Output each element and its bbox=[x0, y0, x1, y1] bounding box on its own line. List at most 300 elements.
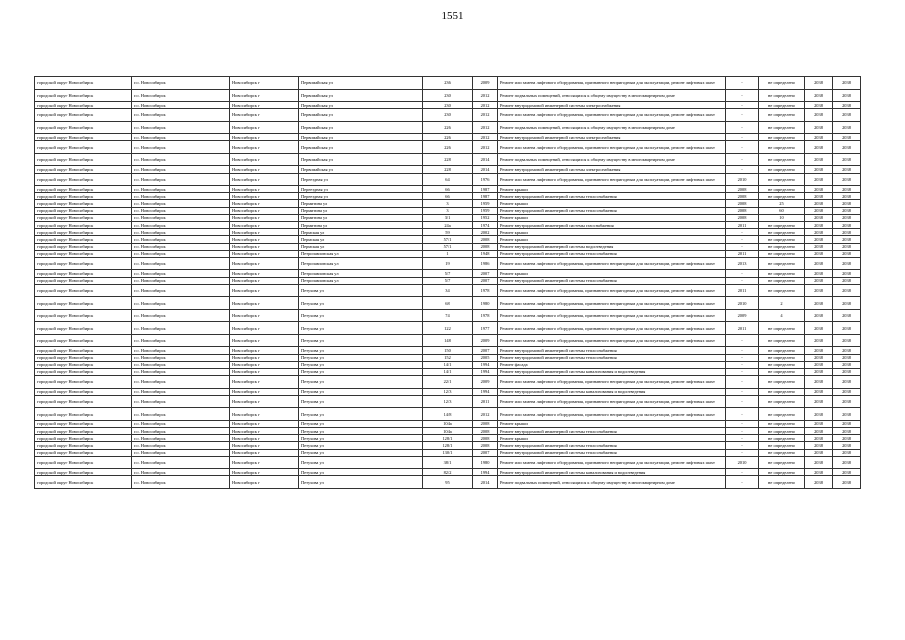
municipality-cell: городской округ Новосибирск bbox=[35, 109, 132, 122]
work-type-cell: Ремонт фасада bbox=[498, 361, 726, 368]
wear-cell: не определено bbox=[759, 427, 805, 434]
work-type-cell: Ремонт внутридомовой инженерной системы газоснабжения bbox=[498, 222, 726, 229]
last-repair-year-cell: 2010 bbox=[726, 297, 759, 310]
municipality-cell: городской округ Новосибирск bbox=[35, 134, 132, 141]
street-cell: Петухова ул bbox=[299, 354, 423, 361]
settlement-cell: Новосибирск г bbox=[230, 200, 299, 207]
street-cell: Пермская ул bbox=[299, 236, 423, 243]
plan-start-cell: 2038 bbox=[805, 408, 833, 421]
municipality-cell: городской округ Новосибирск bbox=[35, 121, 132, 134]
house-number-cell: 1 bbox=[423, 250, 473, 257]
house-number-cell: 14/1 bbox=[423, 361, 473, 368]
municipality-cell: городской округ Новосибирск bbox=[35, 222, 132, 229]
table-row bbox=[35, 361, 861, 368]
house-number-cell: 230 bbox=[423, 109, 473, 122]
house-number-cell: 226 bbox=[423, 141, 473, 154]
plan-end-cell: 2038 bbox=[833, 368, 861, 375]
settlement-cell: Новосибирск г bbox=[230, 361, 299, 368]
plan-end-cell: 2038 bbox=[833, 166, 861, 173]
house-number-cell: 24а bbox=[423, 222, 473, 229]
plan-end-cell: 2038 bbox=[833, 309, 861, 322]
work-type-cell: Ремонт или замена лифтового оборудования, признанного непригодным для эксплуатации, ремонт лифтовых шахт bbox=[498, 284, 726, 297]
built-year-cell: 2008 bbox=[473, 420, 498, 427]
plan-start-cell: 2038 bbox=[805, 270, 833, 277]
house-number-cell: 3 bbox=[423, 207, 473, 214]
plan-end-cell: 2038 bbox=[833, 277, 861, 284]
last-repair-year-cell: - bbox=[726, 395, 759, 408]
municipality-cell: городской округ Новосибирск bbox=[35, 368, 132, 375]
built-year-cell: 2012 bbox=[473, 134, 498, 141]
plan-end-cell: 2038 bbox=[833, 427, 861, 434]
house-number-cell: 12/3 bbox=[423, 388, 473, 395]
settlement-cell: Новосибирск г bbox=[230, 193, 299, 200]
municipality-cell: городской округ Новосибирск bbox=[35, 77, 132, 90]
work-type-cell: Ремонт или замена лифтового оборудования, признанного непригодным для эксплуатации, ремонт лифтовых шахт bbox=[498, 109, 726, 122]
wear-cell: не определено bbox=[759, 408, 805, 421]
last-repair-year-cell: 2008 bbox=[726, 214, 759, 221]
district-cell: г.о. Новосибирск bbox=[132, 395, 230, 408]
last-repair-year-cell: 2010 bbox=[726, 456, 759, 469]
built-year-cell: 1986 bbox=[473, 257, 498, 270]
street-cell: Петухова ул bbox=[299, 297, 423, 310]
last-repair-year-cell: 2011 bbox=[726, 284, 759, 297]
municipality-cell: городской округ Новосибирск bbox=[35, 229, 132, 236]
settlement-cell: Новосибирск г bbox=[230, 250, 299, 257]
table-row bbox=[35, 200, 861, 207]
street-cell: Первомайская ул bbox=[299, 109, 423, 122]
settlement-cell: Новосибирск г bbox=[230, 408, 299, 421]
plan-end-cell: 2038 bbox=[833, 141, 861, 154]
municipality-cell: городской округ Новосибирск bbox=[35, 270, 132, 277]
built-year-cell: 1977 bbox=[473, 322, 498, 335]
street-cell: Первомайская ул bbox=[299, 153, 423, 166]
table-row bbox=[35, 469, 861, 476]
work-type-cell: Ремонт крыши bbox=[498, 236, 726, 243]
last-repair-year-cell: - bbox=[726, 109, 759, 122]
district-cell: г.о. Новосибирск bbox=[132, 141, 230, 154]
house-number-cell: 64 bbox=[423, 173, 473, 186]
work-type-cell: Ремонт подвальных помещений, относящихся к общему имуществу в многоквартирном доме bbox=[498, 89, 726, 102]
last-repair-year-cell: - bbox=[726, 277, 759, 284]
work-type-cell: Ремонт внутридомовой инженерной системы канализования и водоотведения bbox=[498, 469, 726, 476]
street-cell: Петухова ул bbox=[299, 469, 423, 476]
house-number-cell: 19 bbox=[423, 257, 473, 270]
municipality-cell: городской округ Новосибирск bbox=[35, 297, 132, 310]
last-repair-year-cell: - bbox=[726, 334, 759, 347]
last-repair-year-cell: 2008 bbox=[726, 207, 759, 214]
district-cell: г.о. Новосибирск bbox=[132, 250, 230, 257]
district-cell: г.о. Новосибирск bbox=[132, 222, 230, 229]
house-number-cell: 14/8 bbox=[423, 408, 473, 421]
district-cell: г.о. Новосибирск bbox=[132, 236, 230, 243]
house-number-cell: 148 bbox=[423, 334, 473, 347]
plan-start-cell: 2038 bbox=[805, 284, 833, 297]
work-type-cell: Ремонт или замена лифтового оборудования, признанного непригодным для эксплуатации, ремонт лифтовых шахт bbox=[498, 173, 726, 186]
house-number-cell: 150 bbox=[423, 347, 473, 354]
table-row bbox=[35, 442, 861, 449]
built-year-cell: 2012 bbox=[473, 408, 498, 421]
plan-start-cell: 2038 bbox=[805, 89, 833, 102]
built-year-cell: 2008 bbox=[473, 236, 498, 243]
plan-end-cell: 2038 bbox=[833, 420, 861, 427]
house-number-cell: 104а bbox=[423, 427, 473, 434]
house-number-cell: 68 bbox=[423, 297, 473, 310]
municipality-cell: городской округ Новосибирск bbox=[35, 395, 132, 408]
plan-start-cell: 2038 bbox=[805, 77, 833, 90]
wear-cell: не определено bbox=[759, 270, 805, 277]
built-year-cell: 1980 bbox=[473, 456, 498, 469]
municipality-cell: городской округ Новосибирск bbox=[35, 420, 132, 427]
plan-start-cell: 2038 bbox=[805, 334, 833, 347]
district-cell: г.о. Новосибирск bbox=[132, 89, 230, 102]
settlement-cell: Новосибирск г bbox=[230, 77, 299, 90]
wear-cell: не определено bbox=[759, 141, 805, 154]
plan-start-cell: 2038 bbox=[805, 297, 833, 310]
wear-cell: не определено bbox=[759, 368, 805, 375]
last-repair-year-cell: - bbox=[726, 354, 759, 361]
built-year-cell: 1994 bbox=[473, 368, 498, 375]
table-row bbox=[35, 284, 861, 297]
district-cell: г.о. Новосибирск bbox=[132, 388, 230, 395]
house-number-cell: 5/7 bbox=[423, 270, 473, 277]
district-cell: г.о. Новосибирск bbox=[132, 322, 230, 335]
house-number-cell: 228 bbox=[423, 166, 473, 173]
table-row bbox=[35, 229, 861, 236]
district-cell: г.о. Новосибирск bbox=[132, 243, 230, 250]
last-repair-year-cell: - bbox=[726, 408, 759, 421]
plan-end-cell: 2038 bbox=[833, 270, 861, 277]
work-type-cell: Ремонт крыши bbox=[498, 420, 726, 427]
wear-cell: не определено bbox=[759, 257, 805, 270]
municipality-cell: городской округ Новосибирск bbox=[35, 277, 132, 284]
table-row bbox=[35, 186, 861, 193]
house-number-cell: 57/1 bbox=[423, 236, 473, 243]
settlement-cell: Новосибирск г bbox=[230, 153, 299, 166]
work-type-cell: Ремонт внутридомовой инженерной системы электроснабжения bbox=[498, 134, 726, 141]
work-type-cell: Ремонт крыши bbox=[498, 214, 726, 221]
built-year-cell: 2008 bbox=[473, 435, 498, 442]
plan-end-cell: 2038 bbox=[833, 334, 861, 347]
work-type-cell: Ремонт внутридомовой инженерной системы канализования и водоотведения bbox=[498, 368, 726, 375]
plan-end-cell: 2038 bbox=[833, 354, 861, 361]
district-cell: г.о. Новосибирск bbox=[132, 153, 230, 166]
district-cell: г.о. Новосибирск bbox=[132, 456, 230, 469]
plan-start-cell: 2038 bbox=[805, 435, 833, 442]
plan-end-cell: 2038 bbox=[833, 229, 861, 236]
plan-end-cell: 2038 bbox=[833, 456, 861, 469]
wear-cell: 4 bbox=[759, 309, 805, 322]
table-row bbox=[35, 193, 861, 200]
wear-cell: не определено bbox=[759, 121, 805, 134]
settlement-cell: Новосибирск г bbox=[230, 243, 299, 250]
last-repair-year-cell: - bbox=[726, 368, 759, 375]
plan-start-cell: 2038 bbox=[805, 229, 833, 236]
district-cell: г.о. Новосибирск bbox=[132, 368, 230, 375]
plan-start-cell: 2038 bbox=[805, 257, 833, 270]
plan-start-cell: 2038 bbox=[805, 207, 833, 214]
work-type-cell: Ремонт подвальных помещений, относящихся к общему имуществу в многоквартирном доме bbox=[498, 476, 726, 489]
street-cell: Петухова ул bbox=[299, 449, 423, 456]
settlement-cell: Новосибирск г bbox=[230, 121, 299, 134]
plan-start-cell: 2038 bbox=[805, 121, 833, 134]
table-row bbox=[35, 243, 861, 250]
plan-start-cell: 2038 bbox=[805, 109, 833, 122]
built-year-cell: 1952 bbox=[473, 214, 498, 221]
built-year-cell: 2012 bbox=[473, 109, 498, 122]
street-cell: Петухова ул bbox=[299, 284, 423, 297]
street-cell: Петухова ул bbox=[299, 388, 423, 395]
wear-cell: не определено bbox=[759, 102, 805, 109]
work-type-cell: Ремонт или замена лифтового оборудования, признанного непригодным для эксплуатации, ремонт лифтовых шахт bbox=[498, 408, 726, 421]
work-type-cell: Ремонт внутридомовой инженерной системы теплоснабжения bbox=[498, 354, 726, 361]
wear-cell: не определено bbox=[759, 361, 805, 368]
house-number-cell: 3/1 bbox=[423, 214, 473, 221]
table-row bbox=[35, 222, 861, 229]
street-cell: Петухова ул bbox=[299, 427, 423, 434]
street-cell: Петухова ул bbox=[299, 476, 423, 489]
plan-end-cell: 2038 bbox=[833, 193, 861, 200]
district-cell: г.о. Новосибирск bbox=[132, 277, 230, 284]
last-repair-year-cell: - bbox=[726, 476, 759, 489]
plan-end-cell: 2038 bbox=[833, 284, 861, 297]
work-type-cell: Ремонт или замена лифтового оборудования, признанного непригодным для эксплуатации, ремонт лифтовых шахт bbox=[498, 376, 726, 389]
table-row bbox=[35, 250, 861, 257]
settlement-cell: Новосибирск г bbox=[230, 207, 299, 214]
table-row bbox=[35, 354, 861, 361]
work-type-cell: Ремонт крыши bbox=[498, 229, 726, 236]
plan-end-cell: 2038 bbox=[833, 121, 861, 134]
municipality-cell: городской округ Новосибирск bbox=[35, 250, 132, 257]
district-cell: г.о. Новосибирск bbox=[132, 214, 230, 221]
house-number-cell: 12/3 bbox=[423, 395, 473, 408]
district-cell: г.о. Новосибирск bbox=[132, 420, 230, 427]
built-year-cell: 1994 bbox=[473, 388, 498, 395]
plan-end-cell: 2038 bbox=[833, 207, 861, 214]
table-row bbox=[35, 376, 861, 389]
district-cell: г.о. Новосибирск bbox=[132, 102, 230, 109]
plan-start-cell: 2038 bbox=[805, 354, 833, 361]
municipality-cell: городской округ Новосибирск bbox=[35, 193, 132, 200]
street-cell: Петухова ул bbox=[299, 361, 423, 368]
plan-end-cell: 2038 bbox=[833, 134, 861, 141]
work-type-cell: Ремонт или замена лифтового оборудования, признанного непригодным для эксплуатации, ремонт лифтовых шахт bbox=[498, 297, 726, 310]
plan-end-cell: 2038 bbox=[833, 250, 861, 257]
plan-end-cell: 2038 bbox=[833, 236, 861, 243]
built-year-cell: 1974 bbox=[473, 222, 498, 229]
built-year-cell: 2014 bbox=[473, 476, 498, 489]
municipality-cell: городской округ Новосибирск bbox=[35, 408, 132, 421]
settlement-cell: Новосибирск г bbox=[230, 102, 299, 109]
built-year-cell: 2011 bbox=[473, 395, 498, 408]
municipality-cell: городской округ Новосибирск bbox=[35, 153, 132, 166]
table-row bbox=[35, 309, 861, 322]
plan-end-cell: 2038 bbox=[833, 173, 861, 186]
built-year-cell: 2008 bbox=[473, 243, 498, 250]
municipality-cell: городской округ Новосибирск bbox=[35, 449, 132, 456]
last-repair-year-cell: - bbox=[726, 435, 759, 442]
last-repair-year-cell: 2008 bbox=[726, 200, 759, 207]
wear-cell: 2 bbox=[759, 297, 805, 310]
plan-start-cell: 2038 bbox=[805, 442, 833, 449]
table-row bbox=[35, 368, 861, 375]
built-year-cell: 2008 bbox=[473, 442, 498, 449]
work-type-cell: Ремонт внутридомовой инженерной системы теплоснабжения bbox=[498, 442, 726, 449]
built-year-cell: 2009 bbox=[473, 77, 498, 90]
built-year-cell: 2009 bbox=[473, 334, 498, 347]
settlement-cell: Новосибирск г bbox=[230, 134, 299, 141]
built-year-cell: 2005 bbox=[473, 354, 498, 361]
plan-start-cell: 2038 bbox=[805, 186, 833, 193]
built-year-cell: 2012 bbox=[473, 141, 498, 154]
plan-start-cell: 2038 bbox=[805, 236, 833, 243]
plan-end-cell: 2038 bbox=[833, 476, 861, 489]
settlement-cell: Новосибирск г bbox=[230, 141, 299, 154]
table-row bbox=[35, 277, 861, 284]
municipality-cell: городской округ Новосибирск bbox=[35, 200, 132, 207]
table-row bbox=[35, 334, 861, 347]
district-cell: г.о. Новосибирск bbox=[132, 109, 230, 122]
district-cell: г.о. Новосибирск bbox=[132, 435, 230, 442]
district-cell: г.о. Новосибирск bbox=[132, 442, 230, 449]
last-repair-year-cell: 2008 bbox=[726, 193, 759, 200]
settlement-cell: Новосибирск г bbox=[230, 435, 299, 442]
work-type-cell: Ремонт крыши bbox=[498, 270, 726, 277]
wear-cell: не определено bbox=[759, 193, 805, 200]
plan-start-cell: 2038 bbox=[805, 250, 833, 257]
plan-end-cell: 2038 bbox=[833, 361, 861, 368]
house-number-cell: 82/2 bbox=[423, 469, 473, 476]
settlement-cell: Новосибирск г bbox=[230, 368, 299, 375]
district-cell: г.о. Новосибирск bbox=[132, 77, 230, 90]
plan-end-cell: 2038 bbox=[833, 347, 861, 354]
municipality-cell: городской округ Новосибирск bbox=[35, 89, 132, 102]
last-repair-year-cell: - bbox=[726, 89, 759, 102]
district-cell: г.о. Новосибирск bbox=[132, 270, 230, 277]
wear-cell: не определено bbox=[759, 243, 805, 250]
wear-cell: не определено bbox=[759, 347, 805, 354]
table-row bbox=[35, 207, 861, 214]
table-row bbox=[35, 449, 861, 456]
municipality-cell: городской округ Новосибирск bbox=[35, 141, 132, 154]
municipality-cell: городской округ Новосибирск bbox=[35, 236, 132, 243]
district-cell: г.о. Новосибирск bbox=[132, 186, 230, 193]
district-cell: г.о. Новосибирск bbox=[132, 121, 230, 134]
work-type-cell: Ремонт или замена лифтового оборудования, признанного непригодным для эксплуатации, ремонт лифтовых шахт bbox=[498, 77, 726, 90]
last-repair-year-cell: 2010 bbox=[726, 173, 759, 186]
built-year-cell: 2007 bbox=[473, 277, 498, 284]
work-type-cell: Ремонт внутридомовой инженерной системы теплоснабжения bbox=[498, 427, 726, 434]
municipality-cell: городской округ Новосибирск bbox=[35, 456, 132, 469]
work-type-cell: Ремонт крыши bbox=[498, 435, 726, 442]
plan-end-cell: 2038 bbox=[833, 442, 861, 449]
plan-end-cell: 2038 bbox=[833, 186, 861, 193]
wear-cell: не определено bbox=[759, 89, 805, 102]
house-number-cell: 128/1 bbox=[423, 435, 473, 442]
street-cell: Пермитина ул bbox=[299, 214, 423, 221]
built-year-cell: 2007 bbox=[473, 347, 498, 354]
wear-cell: не определено bbox=[759, 229, 805, 236]
plan-end-cell: 2038 bbox=[833, 435, 861, 442]
municipality-cell: городской округ Новосибирск bbox=[35, 354, 132, 361]
street-cell: Первомайская ул bbox=[299, 141, 423, 154]
district-cell: г.о. Новосибирск bbox=[132, 476, 230, 489]
settlement-cell: Новосибирск г bbox=[230, 297, 299, 310]
street-cell: Первомайская ул bbox=[299, 77, 423, 90]
table-row bbox=[35, 236, 861, 243]
table-row bbox=[35, 121, 861, 134]
house-number-cell: 230 bbox=[423, 102, 473, 109]
district-cell: г.о. Новосибирск bbox=[132, 200, 230, 207]
settlement-cell: Новосибирск г bbox=[230, 229, 299, 236]
plan-start-cell: 2038 bbox=[805, 449, 833, 456]
plan-end-cell: 2038 bbox=[833, 222, 861, 229]
settlement-cell: Новосибирск г bbox=[230, 309, 299, 322]
municipality-cell: городской округ Новосибирск bbox=[35, 284, 132, 297]
wear-cell: не определено bbox=[759, 186, 805, 193]
house-number-cell: 226 bbox=[423, 134, 473, 141]
plan-end-cell: 2038 bbox=[833, 395, 861, 408]
plan-start-cell: 2038 bbox=[805, 222, 833, 229]
table-row bbox=[35, 166, 861, 173]
street-cell: Пермская ул bbox=[299, 229, 423, 236]
last-repair-year-cell: - bbox=[726, 229, 759, 236]
table-row bbox=[35, 297, 861, 310]
plan-start-cell: 2038 bbox=[805, 469, 833, 476]
settlement-cell: Новосибирск г bbox=[230, 166, 299, 173]
built-year-cell: 2009 bbox=[473, 376, 498, 389]
work-type-cell: Ремонт внутридомовой инженерной системы теплоснабжения bbox=[498, 449, 726, 456]
work-type-cell: Ремонт подвальных помещений, относящихся к общему имуществу в многоквартирном доме bbox=[498, 121, 726, 134]
plan-end-cell: 2038 bbox=[833, 469, 861, 476]
wear-cell: не определено bbox=[759, 173, 805, 186]
street-cell: Первомайская ул bbox=[299, 166, 423, 173]
settlement-cell: Новосибирск г bbox=[230, 236, 299, 243]
settlement-cell: Новосибирск г bbox=[230, 347, 299, 354]
plan-end-cell: 2038 bbox=[833, 109, 861, 122]
house-number-cell: 66 bbox=[423, 186, 473, 193]
settlement-cell: Новосибирск г bbox=[230, 354, 299, 361]
table-row bbox=[35, 270, 861, 277]
municipality-cell: городской округ Новосибирск bbox=[35, 309, 132, 322]
house-number-cell: 122 bbox=[423, 322, 473, 335]
wear-cell: не определено bbox=[759, 277, 805, 284]
plan-start-cell: 2038 bbox=[805, 347, 833, 354]
street-cell: Переездная ул bbox=[299, 173, 423, 186]
house-number-cell: 152 bbox=[423, 354, 473, 361]
last-repair-year-cell: - bbox=[726, 270, 759, 277]
built-year-cell: 1987 bbox=[473, 193, 498, 200]
table-row bbox=[35, 257, 861, 270]
plan-start-cell: 2038 bbox=[805, 277, 833, 284]
plan-end-cell: 2038 bbox=[833, 200, 861, 207]
street-cell: Пермская ул bbox=[299, 243, 423, 250]
street-cell: Пермитина ул bbox=[299, 222, 423, 229]
plan-end-cell: 2038 bbox=[833, 243, 861, 250]
wear-cell: не определено bbox=[759, 153, 805, 166]
last-repair-year-cell: 2008 bbox=[726, 186, 759, 193]
built-year-cell: 1994 bbox=[473, 361, 498, 368]
work-type-cell: Ремонт крыши bbox=[498, 186, 726, 193]
last-repair-year-cell: - bbox=[726, 166, 759, 173]
built-year-cell: 2014 bbox=[473, 153, 498, 166]
house-number-cell: 3 bbox=[423, 200, 473, 207]
last-repair-year-cell: 2011 bbox=[726, 250, 759, 257]
house-number-cell: 66 bbox=[423, 193, 473, 200]
house-number-cell: 226 bbox=[423, 121, 473, 134]
last-repair-year-cell: - bbox=[726, 469, 759, 476]
built-year-cell: 1978 bbox=[473, 284, 498, 297]
street-cell: Первомайская ул bbox=[299, 134, 423, 141]
